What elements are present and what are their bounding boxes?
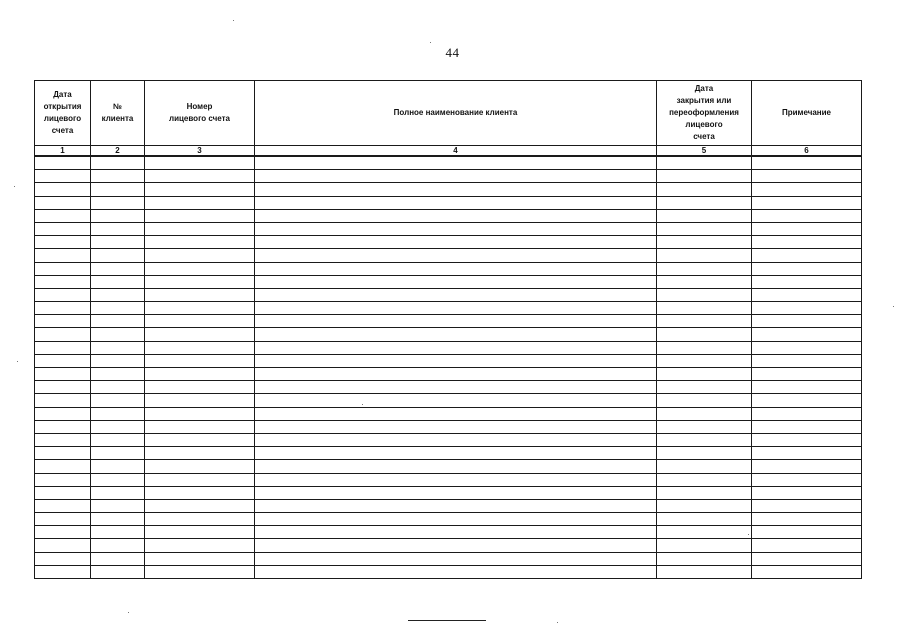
scan-speck [128,612,129,613]
table-cell [657,222,752,235]
table-cell [752,249,862,262]
page-number: 44 [445,45,460,60]
table-cell [657,275,752,288]
table-cell [255,486,657,499]
table-row [35,354,862,367]
table-cell [35,433,91,446]
table-cell [91,170,145,183]
table-cell [657,315,752,328]
table-cell [752,513,862,526]
table-cell [255,275,657,288]
column-number-4: 4 [255,146,657,157]
table-cell [35,170,91,183]
table-cell [35,262,91,275]
table-cell [91,394,145,407]
table-cell [752,486,862,499]
table-cell [91,473,145,486]
table-cell [255,381,657,394]
header-account-number: Номер лицевого счета [145,81,255,146]
table-row [35,341,862,354]
table-row [35,486,862,499]
table-row [35,565,862,578]
table-cell [91,420,145,433]
table-cell [657,407,752,420]
table-cell [752,275,862,288]
table-cell [255,222,657,235]
table-cell [255,513,657,526]
table-cell [35,447,91,460]
table-row [35,315,862,328]
table-cell [91,328,145,341]
table-cell [657,394,752,407]
table-cell [752,447,862,460]
scan-speck [557,622,558,623]
table-cell [752,170,862,183]
table-cell [91,539,145,552]
table-cell [91,486,145,499]
table-cell [255,262,657,275]
column-number-row [35,146,862,157]
table-cell [91,288,145,301]
table-cell [752,381,862,394]
table-cell [255,552,657,565]
table-cell [657,236,752,249]
table-row [35,183,862,196]
table-cell [35,156,91,170]
column-number-6: 6 [752,146,862,157]
table-cell [657,526,752,539]
table-cell [752,565,862,578]
table-cell [145,341,255,354]
table-row [35,526,862,539]
table-cell [91,209,145,222]
table-cell [657,460,752,473]
table-row [35,170,862,183]
table-cell [657,302,752,315]
table-cell [35,499,91,512]
table-row [35,394,862,407]
scan-speck [14,186,15,187]
table-cell [657,354,752,367]
header-client-full-name: Полное наименование клиента [255,81,657,146]
table-row [35,447,862,460]
table-cell [35,275,91,288]
table-row [35,275,862,288]
table-cell [91,447,145,460]
table-cell [91,433,145,446]
table-cell [752,460,862,473]
table-cell [35,183,91,196]
table-cell [35,341,91,354]
table-row [35,156,862,170]
table-row [35,433,862,446]
table-cell [91,196,145,209]
column-number-3: 3 [145,146,255,157]
table-cell [657,328,752,341]
table-cell [657,368,752,381]
table-cell [657,539,752,552]
table-cell [91,513,145,526]
table-cell [752,328,862,341]
table-cell [255,170,657,183]
table-cell [91,262,145,275]
table-cell [91,222,145,235]
table-cell [752,288,862,301]
table-cell [657,420,752,433]
table-cell [145,460,255,473]
scan-speck [893,306,894,307]
table-cell [145,368,255,381]
table-row [35,499,862,512]
table-row [35,473,862,486]
table-cell [752,433,862,446]
table-cell [255,407,657,420]
table-cell [657,499,752,512]
table-cell [145,513,255,526]
table-cell [752,209,862,222]
table-cell [35,354,91,367]
column-number-2: 2 [91,146,145,157]
table-cell [657,209,752,222]
table-cell [752,156,862,170]
scan-speck [362,404,363,405]
table-cell [657,552,752,565]
table-cell [657,249,752,262]
table-cell [91,354,145,367]
table-row [35,368,862,381]
table-cell [35,302,91,315]
table-row [35,381,862,394]
table-cell [255,526,657,539]
table-cell [255,209,657,222]
table-cell [91,526,145,539]
accounts-register-table [34,80,862,579]
table-cell [657,196,752,209]
table-cell [752,526,862,539]
header-open-date: Дата открытия лицевого счета [35,81,91,146]
table-cell [145,407,255,420]
table-cell [145,315,255,328]
table-cell [145,275,255,288]
table-cell [145,209,255,222]
column-number-5: 5 [657,146,752,157]
table-cell [91,341,145,354]
table-cell [91,565,145,578]
table-cell [145,552,255,565]
table-cell [35,394,91,407]
table-cell [255,473,657,486]
table-cell [255,354,657,367]
table-cell [91,275,145,288]
scan-speck [17,361,18,362]
table-cell [752,407,862,420]
table-row [35,539,862,552]
table-cell [657,513,752,526]
footer-divider [408,620,486,621]
table-cell [145,196,255,209]
table-cell [91,183,145,196]
table-row [35,262,862,275]
table-cell [35,526,91,539]
table-cell [91,499,145,512]
table-cell [657,433,752,446]
table-row [35,288,862,301]
table-cell [145,394,255,407]
table-row [35,328,862,341]
table-cell [145,473,255,486]
table-cell [657,183,752,196]
table-cell [255,302,657,315]
table-cell [145,486,255,499]
table-cell [752,262,862,275]
table-cell [255,315,657,328]
header-note: Примечание [752,81,862,146]
table-cell [91,315,145,328]
table-cell [145,236,255,249]
table-cell [752,368,862,381]
table-row [35,460,862,473]
empty-rows-body [35,156,862,579]
table-cell [752,539,862,552]
table-cell [35,539,91,552]
scan-speck [430,42,431,43]
table-cell [145,381,255,394]
table-row [35,209,862,222]
table-cell [657,341,752,354]
table-cell [145,433,255,446]
table-cell [91,552,145,565]
table-cell [91,156,145,170]
table-cell [255,341,657,354]
table-cell [145,288,255,301]
table-cell [35,368,91,381]
table-row [35,552,862,565]
table-cell [145,222,255,235]
table-cell [255,196,657,209]
table-cell [35,486,91,499]
table-row [35,302,862,315]
header-client-number: № клиента [91,81,145,146]
table-cell [35,473,91,486]
table-cell [657,288,752,301]
table-cell [35,222,91,235]
table-row [35,407,862,420]
table-cell [255,539,657,552]
table-row [35,222,862,235]
table-cell [752,341,862,354]
table-cell [145,170,255,183]
table-row [35,196,862,209]
table-cell [657,156,752,170]
table-cell [255,420,657,433]
table-cell [752,552,862,565]
table-cell [145,499,255,512]
table-cell [145,354,255,367]
table-cell [91,302,145,315]
scan-speck [748,534,749,535]
table-cell [35,236,91,249]
table-cell [752,394,862,407]
table-cell [35,209,91,222]
table-cell [255,433,657,446]
table-cell [255,447,657,460]
table-cell [752,222,862,235]
table-row [35,249,862,262]
header-close-date: Дата закрытия или переоформления лицевого счета [657,81,752,146]
table-cell [752,315,862,328]
table-cell [752,354,862,367]
table-cell [255,183,657,196]
table-cell [255,236,657,249]
table-cell [657,262,752,275]
scan-speck [233,20,234,21]
table-cell [35,196,91,209]
table-cell [35,288,91,301]
table-cell [657,486,752,499]
table-cell [752,420,862,433]
table-cell [145,302,255,315]
table-cell [752,183,862,196]
table-cell [145,447,255,460]
table-cell [35,328,91,341]
table-cell [35,513,91,526]
table-cell [752,196,862,209]
table-cell [35,565,91,578]
table-cell [255,156,657,170]
table-cell [657,473,752,486]
table-cell [752,236,862,249]
table-cell [145,565,255,578]
table-cell [752,302,862,315]
table-cell [91,381,145,394]
table-cell [255,499,657,512]
table-cell [91,249,145,262]
table-cell [145,539,255,552]
table-cell [255,249,657,262]
table-cell [91,407,145,420]
table-cell [752,499,862,512]
column-number-1: 1 [35,146,91,157]
table-cell [91,236,145,249]
table-cell [145,183,255,196]
table-cell [255,565,657,578]
table-cell [255,394,657,407]
table-cell [255,288,657,301]
table-cell [657,381,752,394]
table-cell [145,420,255,433]
table-cell [145,526,255,539]
table-cell [35,420,91,433]
table-cell [145,262,255,275]
table-cell [657,565,752,578]
table-row [35,236,862,249]
table-cell [35,407,91,420]
table-cell [145,156,255,170]
table-row [35,513,862,526]
table-cell [657,170,752,183]
table-cell [91,368,145,381]
table-row [35,420,862,433]
table-cell [35,249,91,262]
table-cell [255,328,657,341]
table-cell [91,460,145,473]
table-cell [35,552,91,565]
table-cell [35,460,91,473]
table-cell [35,381,91,394]
table-cell [255,460,657,473]
table-cell [35,315,91,328]
table-cell [145,249,255,262]
header-row [35,81,862,146]
table-cell [145,328,255,341]
table-cell [752,473,862,486]
table-cell [657,447,752,460]
table-cell [255,368,657,381]
